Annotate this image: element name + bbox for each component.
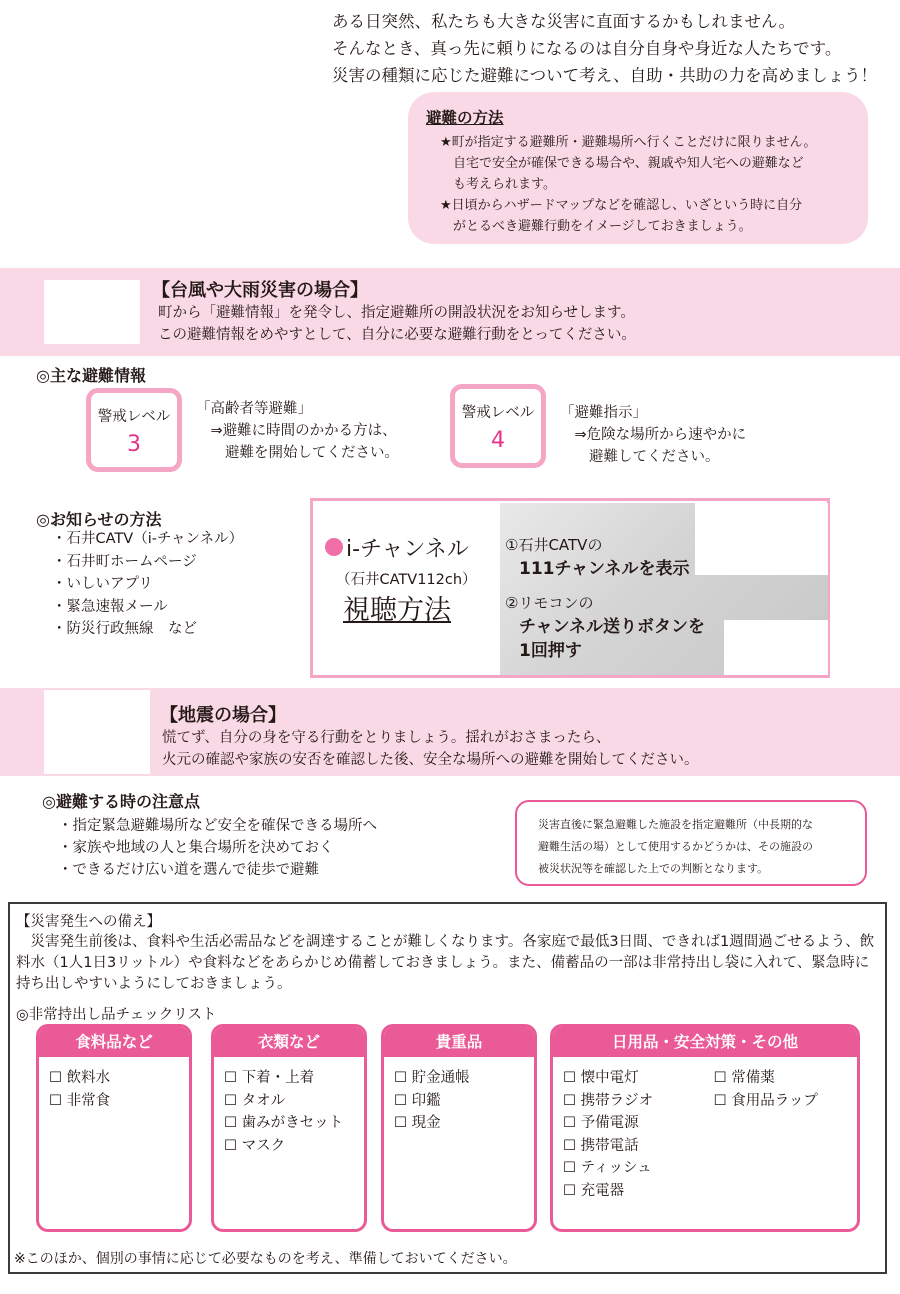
alert-level-3-description [196,398,399,464]
level-desc-line: 避難してください。 [560,449,720,465]
intro-line: そんなとき、真っ先に頼りになるのは自分自身や身近な人たちです。 [332,39,842,58]
evacuation-method-title: 避難の方法 [426,109,504,127]
typhoon-line: 町から「避難情報」を発令し、指定避難所の開設状況をお知らせします。 [158,305,635,321]
checkbox-item[interactable]: ☐ 携帯ラジオ [563,1092,654,1109]
checklist-card-valuables [381,1024,537,1232]
checkbox-item[interactable]: ☐ 懐中電灯 [563,1070,639,1086]
method-line: ★町が指定する避難所・避難場所へ行くことだけに限りません。 [440,135,817,150]
checkbox-item[interactable]: ☐ 歯みがきセット [224,1115,344,1131]
level-desc-line: 「避難指示」 [560,405,647,421]
card-header: 食料品など [39,1027,189,1057]
intro-line: 災害の種類に応じた避難について考え、自助・共助の力を高めましょう！ [332,66,878,85]
checkbox-item[interactable]: ☐ マスク [224,1137,286,1154]
notice-heading: ◎お知らせの方法 [36,510,162,529]
alert-level-4-badge [450,384,546,468]
list-item: ・石井町ホームページ [52,553,197,570]
card-header: 日用品・安全対策・その他 [553,1027,857,1057]
ichannel-photo-mask [724,620,828,675]
checkbox-item[interactable]: ☐ 充電器 [563,1182,625,1199]
caution-list [58,815,377,881]
note-line: 避難生活の場）として使用するかどうかは、その施設の [538,840,813,853]
checkbox-item[interactable]: ☐ 下着・上着 [224,1070,315,1086]
level-desc-line: 避難を開始してください。 [196,445,399,461]
checklist-title: ◎非常持出し品チェックリスト [16,1007,217,1023]
footnote: ※このほか、個別の事情に応じて必要なものを考え、準備しておいてください。 [14,1251,517,1267]
alert-level-4-description [560,402,746,468]
list-item: ・いしいアプリ [52,576,153,592]
checkbox-item[interactable]: ☐ 携帯電話 [563,1137,639,1154]
preparation-title: 【災害発生への備え】 [16,914,161,930]
checkbox-item[interactable]: ☐ 飲料水 [49,1070,111,1086]
level-desc-line: 「高齢者等避難」 [196,401,312,417]
method-line: 自宅で安全が確保できる場合や、親戚や知人宅への避難など [440,156,804,171]
alert-level-number: 4 [491,428,505,453]
earthquake-text [162,727,699,771]
ichannel-subtitle: （石井CATV112ch） [336,572,477,588]
notice-list [52,528,243,641]
step-line: ①石井CATVの [505,536,603,554]
checkbox-item[interactable]: ☐ 食用品ラップ [713,1092,818,1109]
earthquake-line: 火元の確認や家族の安否を確認した後、安全な場所への避難を開始してください。 [162,752,699,768]
checkbox-item[interactable]: ☐ タオル [224,1092,286,1109]
alert-level-label: 警戒レベル [461,405,535,421]
method-line: も考えられます。 [440,177,556,192]
level-desc-line: ⇒避難に時間のかかる方は、 [196,423,397,439]
earthquake-image-placeholder [44,690,150,774]
caution-heading: ◎避難する時の注意点 [42,792,200,811]
pink-dot-icon [325,538,343,556]
checkbox-item[interactable]: ☐ 現金 [394,1115,441,1131]
method-line: がとるべき避難行動をイメージしておきましょう。 [440,219,752,234]
checklist-card-food [36,1024,192,1232]
list-item: ・石井CATV（i-チャンネル） [52,531,244,547]
typhoon-text [158,302,636,346]
intro-line: ある日突然、私たちも大きな災害に直面するかもしれません。 [332,12,795,31]
note-line: 災害直後に緊急避難した施設を指定避難所（中長期的な [538,818,813,831]
earthquake-line: 慌てず、自分の身を守る行動をとりましょう。揺れがおさまったら、 [162,730,611,746]
checkbox-item[interactable]: ☐ 非常食 [49,1092,111,1109]
alert-level-label: 警戒レベル [97,409,171,425]
ichannel-steps [505,533,705,663]
method-line: ★日頃からハザードマップなどを確認し、いざという時に自分 [440,198,803,213]
card-header: 衣類など [214,1027,364,1057]
evac-info-heading: ◎主な避難情報 [36,366,146,385]
level-desc-line: ⇒危険な場所から速やかに [560,427,747,443]
typhoon-title: 【台風や大雨災害の場合】 [152,280,368,301]
earthquake-title: 【地震の場合】 [160,705,286,726]
checkbox-item[interactable]: ☐ 印鑑 [394,1092,441,1109]
step-line: 111チャンネルを表示 [519,559,690,579]
list-item: ・防災行政無線 など [52,621,197,637]
preparation-text: 災害発生前後は、食料や生活必需品などを調達することが難しくなります。各家庭で最低3日間、できれば1週間過ごせるよう、飲料水（1人1日3リットル）や食料などをあらかじめ備蓄しておきましょう。また、備蓄品の一部は非常持出し袋に入れて、緊急時に持ち出しやすいようにしておきましょう。 [16,934,875,992]
ichannel-title: i-チャンネル [346,537,469,562]
note-line: 被災状況等を確認した上での判断となります。 [538,862,769,875]
card-header: 貴重品 [384,1027,534,1057]
designated-shelter-note [538,814,858,880]
list-item: ・緊急速報メール [52,598,168,615]
checklist-card-clothing [211,1024,367,1232]
checkbox-item[interactable]: ☐ 常備薬 [713,1070,775,1086]
checkbox-item[interactable]: ☐ 予備電源 [563,1115,639,1131]
typhoon-line: この避難情報をめやすとして、自分に必要な避難行動をとってください。 [158,327,636,343]
intro-text [332,8,898,89]
ichannel-photo-mask [695,503,828,575]
checklist-card-daily-goods [550,1024,860,1232]
list-item: ・できるだけ広い道を選んで徒歩で避難 [58,862,319,878]
list-item: ・指定緊急避難場所など安全を確保できる場所へ [58,818,377,834]
checkbox-item[interactable]: ☐ ティッシュ [563,1160,652,1176]
checkbox-item[interactable]: ☐ 貯金通帳 [394,1070,470,1086]
typhoon-image-placeholder [44,280,140,344]
step-line: ②リモコンの [505,594,594,612]
step-line: チャンネル送りボタンを [519,617,705,637]
step-line: 1回押す [519,641,582,661]
evacuation-method-text [440,132,860,237]
list-item: ・家族や地域の人と集合場所を決めておく [58,840,334,856]
ichannel-viewing-method: 視聴方法 [343,595,451,626]
alert-level-3-badge [86,388,182,472]
alert-level-number: 3 [127,432,141,457]
